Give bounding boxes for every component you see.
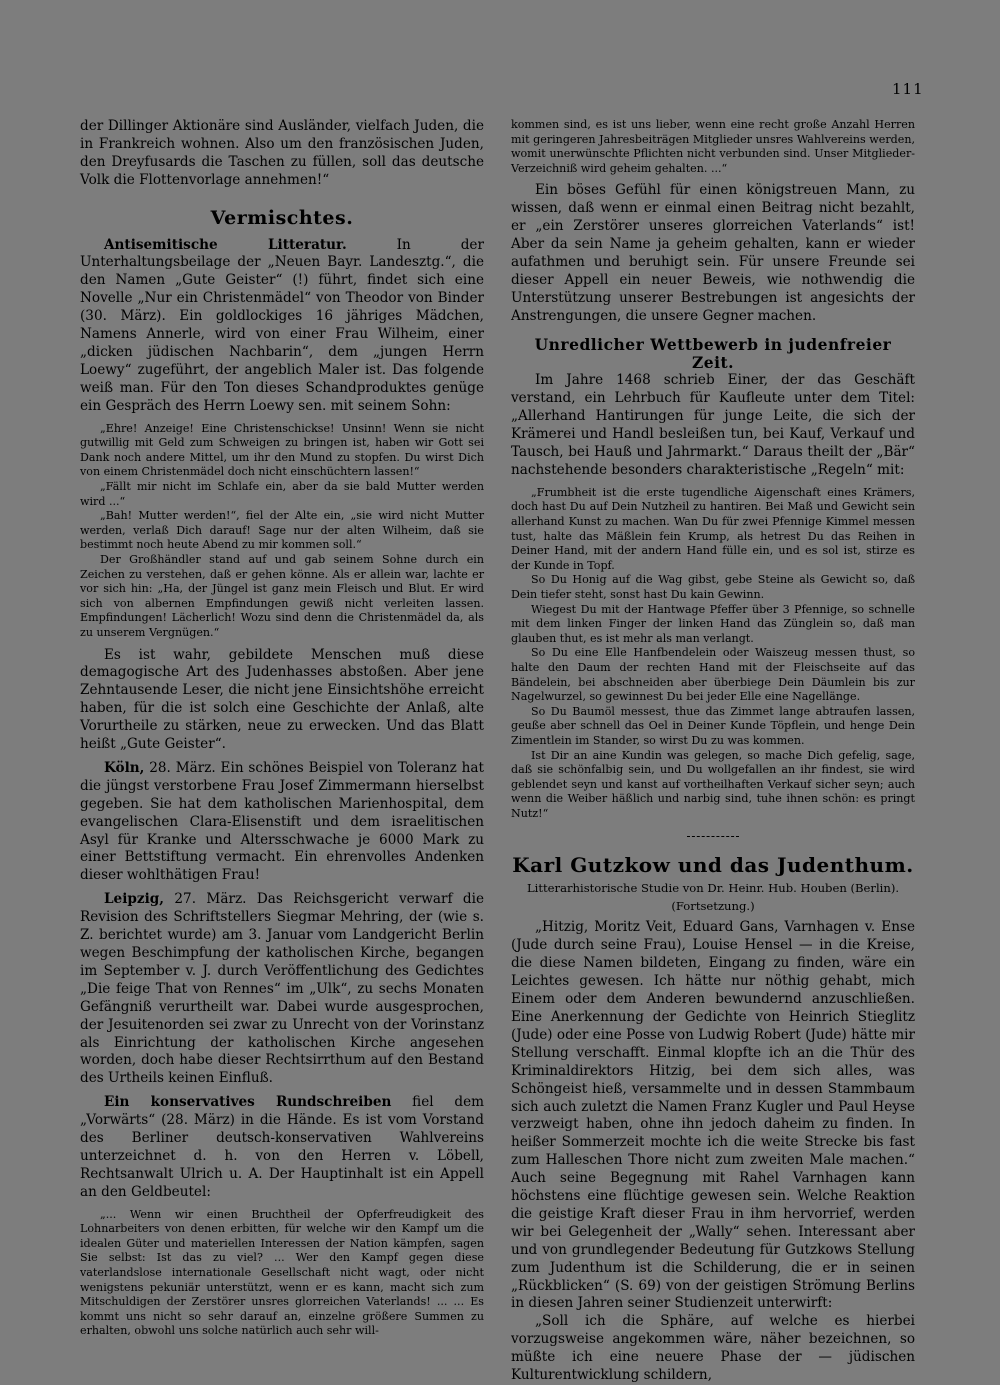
article-leipzig [80,891,484,1088]
quote-paragraph: So Du Honig auf die Wag gibst, gebe Steine als Gewicht so, daß Dein tiefer steht, sonst hast Du kain Gewinn. [511,573,915,602]
quote-paragraph: „Bah! Mutter werden!“, fiel der Alte ein, „sie wird nicht Mutter werden, verlaß Dich darauf! Sage nur der alten Wilheim, daß sie bestimmt noch heute Abend zu mir kommen soll.“ [80,509,484,552]
page-number: 111 [892,80,924,98]
article-paragraph: „Hitzig, Moritz Veit, Eduard Gans, Varnhagen v. Ense (Jude durch seine Frau), Louise Hensel — in die Kreise, die diese Namen bildeten, Eingang zu finden, wäre ein Leichtes gewesen. Ich hätte nur nöthig gehabt, mich Einem oder dem Anderen bewundernd anzuschließen. Eine Anerkennung der Gedichte von Heinrich Stieglitz (Jude) oder eine Posse von Ludwig Robert (Jude) hätte mir Stellung verschafft. Einmal klopfte ich an die Thür des Kriminaldirektors Hitzig, bei dem sich alles, was Schöngeist hieß, versammelte und in dessen Stammbaum sich auch zuletzt die Namen Franz Kugler und Paul Heyse verzweigt haben, ohne ihn jedoch daheim zu finden. In heißer Sommerzeit mochte ich die weite Strecke bis fast zum Halleschen Thore nicht zum zweiten Male machen.“ Auch seine Begegnung mit Rahel Varnhagen kann höchstens eine flüchtige gewesen sein. Welche Reaktion die geistige Kraft dieser Frau in ihm hervorrief, werden wir bei Gelegenheit der „Wally“ sehen. Interessant aber und von grundlegender Bedeutung für Gutzkows Stellung zum Judenthum ist die Schilderung, die er in seinen „Rückblicken“ (S. 69) von der geistigen Strömung Berlins in diesen Jahren seiner Studienzeit unterwirft: [511,919,915,1312]
quote-paragraph: „Fällt mir nicht im Schlafe ein, aber da sie bald Mutter werden wird ...“ [80,479,484,508]
quote-paragraph: „... Wenn wir einen Bruchtheil der Opferfreudigkeit des Lohnarbeiters von denen erbitten, für welche wir den Kampf um die idealen Güter und materiellen Interessen der Nation kämpfen, sagen Sie selbst: Ist das zu viel? ... Wer den Kampf gegen diese vaterlandslose internationale Gesellschaft nicht wagt, oder nicht wenigstens pekuniär unterstützt, wenn er es kann, macht sich zum Mitschuldigen der Zerstörer unsres glorreichen Vaterlands! ... ... Es kommt uns nicht so sehr darauf an, einzelne größere Summen zu erhalten, obwohl uns solche natürlich auch sehr will- [80,1207,484,1338]
quote-paragraph: Der Großhändler stand auf und gab seinem Sohne durch ein Zeichen zu verstehen, daß er gehen könne. Als er allein war, lachte er vor sich hin: „Ha, der Jüngel ist ganz mein Fleisch und Blut. Er wird sich von albernen Empfindungen gewiß nicht verleiten lassen. Empfindungen! Lächerlich! Wozu sind denn die Christenmädel da, als zu unserem Vergnügen.“ [80,552,484,639]
article-paragraph: Es ist wahr, gebildete Menschen muß diese demagogische Art des Judenhasses abstoßen. Aber jene Zehntausende Leser, die nicht jene Einsichtshöhe erreicht haben, für die ist solch eine Geschichte der Anlaß, alte Vorurtheile zu stärken, neue zu erwecken. Und das Blatt heißt „Gute Geister“. [80,646,484,753]
article-paragraph: „Soll ich die Sphäre, auf welche es hierbei vorzugsweise angekommen wäre, näher bezeichnen, so müßte ich eine neuere Phase der — jüdischen Kulturentwicklung schildern, [511,1313,915,1384]
article-lead: Leipzig, [104,891,164,908]
section-title: Vermischtes. [210,206,354,229]
article-koeln [80,760,484,885]
article-antisemitische-litteratur [80,237,484,416]
quote-paragraph: Wiegest Du mit der Hantwage Pfeffer über 3 Pfennige, so schnelle mit dem linken Finger der linken Hand das Zünglein so, daß man glauben thut, es ist mehr als man verlangt. [511,602,915,645]
article-title: Karl Gutzkow und das Judenthum. [512,852,914,877]
article-body: 27. März. Das Reichsgericht verwarf die Revision des Schriftstellers Siegmar Mehring, der (wie s. Z. berichtet wurde) am 3. Januar vom Landgericht Berlin wegen Beschimpfung der katholischen Kirche, begangen im September v. J. durch Veröffentlichung des Gedichtes „Die feige That von Rennes“ im „Ulk“, zu sechs Monaten Gefängniß verurtheilt war. Dabei wurde ausgesprochen, der Jesuitenorden sei zwar zu Unrecht von der Vorinstanz als Einrichtung der katholischen Kirche angesehen worden, doch habe dieser Rechtsirrthum auf den Bestand des Urtheils keinen Einfluß. [80,891,484,1087]
article-byline: Litterarhistorische Studie von Dr. Heinr. Hub. Houben (Berlin). [526,881,900,896]
article-lead: Ein konservatives Rundschreiben [104,1094,392,1111]
section-divider [687,836,739,837]
article-rundschreiben [80,1094,484,1201]
quote-paragraph: Ist Dir an aine Kundin was gelegen, so mache Dich gefelig, sage, daß sie schönfalbig sein, und Du wollgefallen an ihr findest, sie wird geblendet seyn und kanst auf vortheilhaften Verkauf sicher seyn; auch wenn die Weiber häßlich und narbig sind, tuhe ihnen schön: es pringt Nutz!“ [511,748,915,820]
article-body: 28. März. Ein schönes Beispiel von Toleranz hat die jüngst verstorbene Frau Josef Zimmermann hierselbst gegeben. Sie hat dem katholischen Marienhospital, dem evangelischen Clara-Elisenstift und dem israelitischen Asyl für Kranke und Altersschwache je 6000 Mark zu einer Bettstiftung vermacht. Ein ehrenvolles Andenken dieser wohlthätigen Frau! [80,759,484,884]
article-body: In der Unterhaltungsbeilage der „Neuen Bayr. Landesztg.“, die den Namen „Gute Geister“ (!) führt, findet sich eine Novelle „Nur ein Christenmädel“ von Theodor von Binder (30. März). Ein goldlockiges 16 jähriges Mädchen, Namens Annerle, wird von einer Frau Wilheim, einer „dicken jüdischen Nachbarin“, dem „jungen Herrn Loewy“ zugeführt, der angeblich Maler ist. Das folgende weiß man. Für den Ton dieses Schandproduktes genüge ein Gespräch des Herrn Loewy sen. mit seinem Sohn: [80,236,484,414]
article-title: Unredlicher Wettbewerb in judenfreier Zeit. [534,334,892,372]
quote-paragraph: „Frumbheit ist die erste tugendliche Aigenschaft eines Krämers, doch hast Du auf Dein Nutzheil zu hantiren. Bei Maß und Gewicht sein allerhand Kunst zu machen. Wan Du für zwei Pfennige Kimmel messen tust, halte das Mäßlein fein Krump, als hetrest Du das Reihen in Deiner Hand, mit der andern Hand fülle ein, und es sol ist, stirze es der Kunde in Topf. [511,485,915,572]
article-lead: Köln, [104,759,145,776]
article-paragraph: Ein böses Gefühl für einen königstreuen Mann, zu wissen, daß wenn er einmal einen Beitrag nicht bezahlt, er „ein Zerstörer unseres glorreichen Vaterlands“ ist! Aber da sein Name ja geheim gehalten, kann er wieder aufathmen und beruhigt sein. Für unsere Freunde sei dieser Appell ein neuer Beweis, wie nothwendig die Unterstützung unserer Bestrebungen ist angesichts der Anstrengungen, die unsere Gegner machen. [511,182,915,324]
quote-paragraph: So Du Baumöl messest, thue das Zimmet lange abtraufen lassen, geuße aber schnell das Oel in Deiner Kunde Töpflein, und henge Dein Zimentlein im Stander, so wirst Du zu was kommen. [511,704,915,747]
left-column [80,118,484,1339]
article-paragraph: Im Jahre 1468 schrieb Einer, der das Geschäft verstand, ein Lehrbuch für Kaufleute unter dem Titel: „Allerhand Hantirungen für junge Leite, die sich der Krämerei und Handl besleißen tun, bei Kauf, Verkauf und Tausch, bei Hauß und Jahrmarkt.“ Daraus theilt der „Bär“ nachstehende besonders charakteristische „Regeln“ mit: [511,372,915,478]
article-lead: Antisemitische Litteratur. [104,236,347,253]
article-body: fiel dem „Vorwärts“ (28. März) in die Hände. Es ist vom Vorstand des Berliner deutsch-konservativen Wahlvereins unterzeichnet d. h. von den Herren v. Löbell, Rechtsanwalt Ulrich u. A. Der Hauptinhalt ist ein Appell an den Geldbeutel: [80,1094,485,1200]
continuation-note: (Fortsetzung.) [671,899,755,914]
right-column [511,118,915,1385]
intro-paragraph: der Dillinger Aktionäre sind Ausländer, vielfach Juden, die in Frankreich wohnen. Also um den französischen Juden, den Dreyfusards die Taschen zu füllen, soll das deutsche Volk die Flottenvorlage annehmen!“ [80,118,484,188]
quote-paragraph: So Du eine Elle Hanfbendelein oder Waiszeug messen thust, so halte den Daum der rechten Hand mit der Fleischseite auf das Bändelein, bei abschneiden aber überbiege Dein Däumlein bis zur Nagelwurzel, so gewinnest Du bei jeder Elle eine Nagellänge. [511,646,915,704]
quote-continuation: kommen sind, es ist uns lieber, wenn eine recht große Anzahl Herren mit geringeren Jahresbeiträgen Mitglieder unsres Wahlvereins werden, womit unerwünschte Pflichten nicht verbunden sind. Unser Mitglieder-Verzeichniß wird geheim gehalten. ...“ [511,118,915,175]
quote-paragraph: „Ehre! Anzeige! Eine Christenschickse! Unsinn! Wenn sie nicht gutwillig mit Geld zum Schweigen zu bringen ist, haben wir Gott sei Dank noch andere Mittel, um ihr den Mund zu stopfen. Du wirst Dich von einem Christenmädel doch nicht einschüchtern lassen!“ [80,421,484,479]
